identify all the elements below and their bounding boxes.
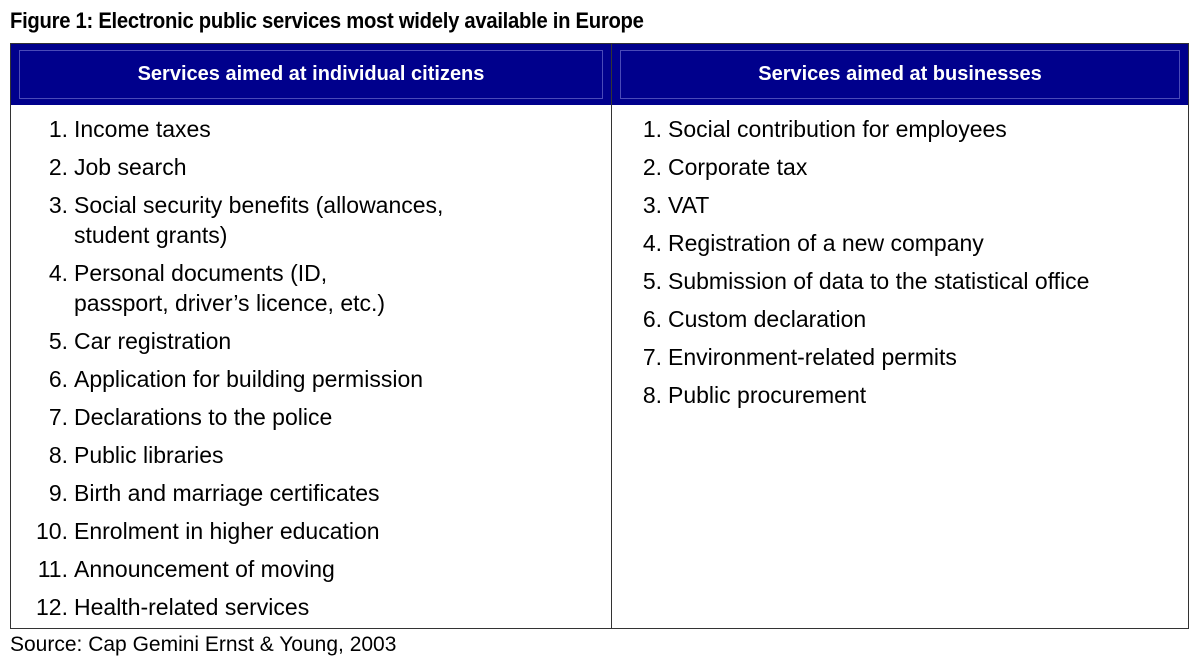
item-number: 6. <box>642 306 662 332</box>
item-number: 12. <box>36 594 68 620</box>
item-number: 6. <box>48 366 68 392</box>
item-number: 2. <box>642 154 662 180</box>
citizens-column <box>11 44 612 628</box>
item-number: 1. <box>642 116 662 142</box>
list-item <box>11 190 443 250</box>
list-item <box>11 152 443 182</box>
citizens-header <box>11 44 611 105</box>
item-text: Job search <box>74 154 187 180</box>
item-text: Public procurement <box>668 382 867 408</box>
citizens-header-label: Services aimed at individual citizens <box>137 63 485 85</box>
list-item <box>612 190 1089 220</box>
item-number: 4. <box>642 230 662 256</box>
item-text: Personal documents (ID, passport, driver’s licence, etc.) <box>74 260 386 316</box>
businesses-services-list <box>612 114 1089 418</box>
list-item <box>11 114 443 144</box>
list-item <box>11 402 443 432</box>
services-table <box>10 43 1189 629</box>
item-number: 5. <box>642 268 662 294</box>
item-number: 4. <box>48 260 68 286</box>
list-item <box>11 516 443 546</box>
item-text: Car registration <box>74 328 232 354</box>
item-text: Health-related services <box>74 594 310 620</box>
list-item <box>11 364 443 394</box>
list-item <box>11 440 443 470</box>
list-item <box>612 228 1089 258</box>
item-text: Environment-related permits <box>668 344 957 370</box>
item-text: Birth and marriage certificates <box>74 480 380 506</box>
item-number: 2. <box>48 154 68 180</box>
citizens-header-frame <box>19 50 603 99</box>
list-item <box>11 478 443 508</box>
item-number: 7. <box>48 404 68 430</box>
item-text: Announcement of moving <box>74 556 335 582</box>
source-note: Source: Cap Gemini Ernst & Young, 2003 <box>10 633 397 656</box>
item-text: Income taxes <box>74 116 211 142</box>
item-text: Application for building permission <box>74 366 424 392</box>
item-number: 3. <box>642 192 662 218</box>
businesses-header-label: Services aimed at businesses <box>758 63 1042 85</box>
list-item <box>612 114 1089 144</box>
businesses-header-frame <box>620 50 1180 99</box>
list-item <box>11 554 443 584</box>
list-item <box>11 326 443 356</box>
businesses-header <box>612 44 1188 105</box>
figure-title: Figure 1: Electronic public services most widely available in Europe <box>10 8 644 33</box>
item-text: Social security benefits (allowances, student grants) <box>74 192 444 248</box>
item-number: 1. <box>48 116 68 142</box>
item-number: 3. <box>48 192 68 218</box>
citizens-services-list <box>11 114 443 630</box>
list-item <box>612 380 1089 410</box>
list-item <box>11 258 443 318</box>
item-number: 8. <box>642 382 662 408</box>
item-text: Custom declaration <box>668 306 867 332</box>
list-item <box>612 152 1089 182</box>
item-text: Enrolment in higher education <box>74 518 380 544</box>
item-number: 7. <box>642 344 662 370</box>
item-text: Submission of data to the statistical office <box>668 268 1090 294</box>
item-number: 10. <box>36 518 68 544</box>
item-text: Public libraries <box>74 442 224 468</box>
list-item <box>612 304 1089 334</box>
item-text: Declarations to the police <box>74 404 333 430</box>
item-text: Registration of a new company <box>668 230 984 256</box>
item-number: 5. <box>48 328 68 354</box>
businesses-column <box>612 44 1188 628</box>
item-text: VAT <box>668 192 710 218</box>
list-item <box>11 592 443 622</box>
item-number: 11. <box>37 556 68 582</box>
item-text: Social contribution for employees <box>668 116 1007 142</box>
item-text: Corporate tax <box>668 154 808 180</box>
item-number: 8. <box>48 442 68 468</box>
list-item <box>612 342 1089 372</box>
list-item <box>612 266 1089 296</box>
item-number: 9. <box>48 480 68 506</box>
